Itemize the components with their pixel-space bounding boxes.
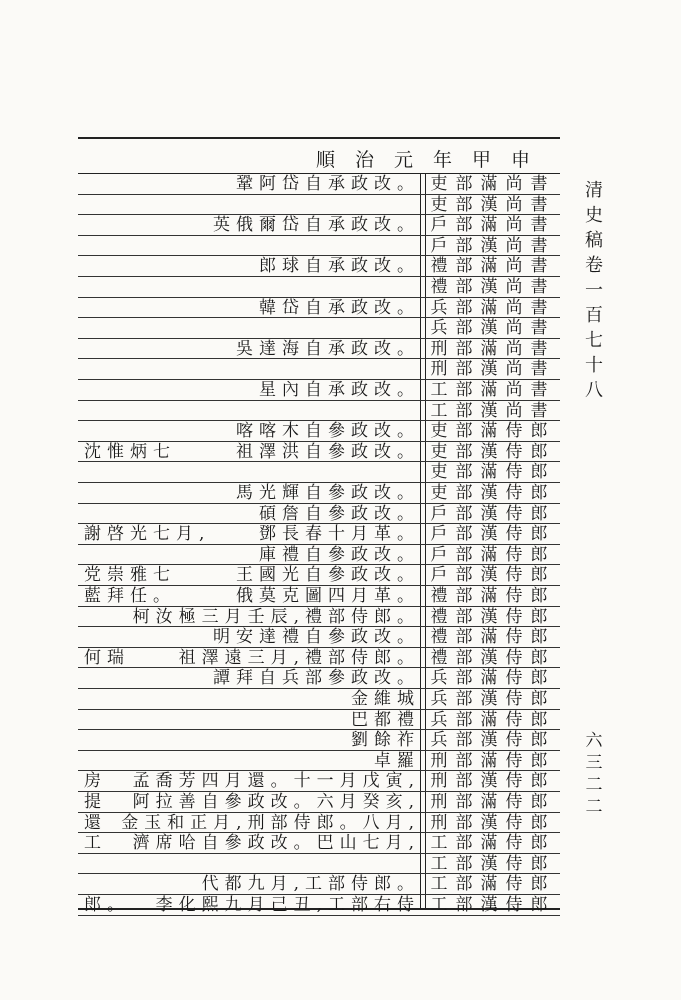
office-cell: 禮部滿侍郎 <box>430 586 556 606</box>
extra-cell: 謝啓光七月, <box>84 524 211 545</box>
table-row <box>78 524 560 545</box>
entry-cell: 鞏阿岱自承政改。 <box>236 174 420 194</box>
running-head-char: 清 <box>585 180 603 201</box>
office-cell: 戶部漢尚書 <box>430 235 556 256</box>
entry-cell: 王國光自參政改。 <box>236 565 420 586</box>
table-row <box>78 359 560 380</box>
office-cell: 兵部漢侍郎 <box>430 689 556 709</box>
table-row <box>78 813 560 834</box>
entry-cell: 俄莫克圖四月革。 <box>236 586 420 606</box>
table-row <box>78 710 560 731</box>
table-row <box>78 401 560 422</box>
office-cell: 戶部漢侍郎 <box>430 565 556 586</box>
entry-cell: 巴都禮 <box>351 709 420 730</box>
entry-cell: 李化熙九月己丑,工部右侍 <box>155 895 420 915</box>
table-row <box>78 751 560 772</box>
office-cell: 禮部滿尚書 <box>430 256 556 277</box>
office-cell: 吏部滿尚書 <box>430 174 556 194</box>
office-cell: 兵部漢侍郎 <box>430 730 556 751</box>
ministers-table <box>78 137 560 915</box>
running-head <box>582 178 606 403</box>
office-cell: 兵部滿侍郎 <box>430 709 556 730</box>
running-head-char: 十 <box>585 355 603 376</box>
page-number <box>582 730 606 818</box>
entry-cell: 馬光輝自參政改。 <box>236 483 420 503</box>
office-cell: 兵部漢尚書 <box>430 318 556 339</box>
table-row <box>78 277 560 298</box>
entry-cell: 郎球自承政改。 <box>259 256 420 277</box>
extra-cell: 藍拜任。 <box>84 586 176 606</box>
entry-cell: 孟喬芳四月還。十一月戊寅, <box>132 771 420 792</box>
office-cell: 禮部漢尚書 <box>430 277 556 297</box>
table-row <box>78 607 560 628</box>
table-row <box>78 668 560 689</box>
table-row <box>78 483 560 504</box>
table-row <box>78 730 560 751</box>
table-header: 順治元年甲申 <box>315 149 550 171</box>
table-header-row <box>78 139 560 174</box>
table-row <box>78 421 560 442</box>
office-cell: 吏部滿侍郎 <box>430 421 556 442</box>
table-row <box>78 174 560 195</box>
office-cell: 兵部滿侍郎 <box>430 668 556 689</box>
table-row <box>78 236 560 257</box>
table-row <box>78 895 560 916</box>
entry-cell: 碩詹自參政改。 <box>259 503 420 524</box>
table-row <box>78 339 560 360</box>
table-row <box>78 195 560 216</box>
office-cell: 工部漢尚書 <box>430 400 556 421</box>
entry-cell: 鄧長春十月革。 <box>259 524 420 545</box>
table-row <box>78 689 560 710</box>
office-cell: 兵部滿尚書 <box>430 297 556 318</box>
table-row <box>78 442 560 463</box>
table-row <box>78 565 560 586</box>
table-row <box>78 318 560 339</box>
table-row <box>78 627 560 648</box>
extra-cell: 房 <box>84 771 107 792</box>
office-cell: 工部漢侍郎 <box>430 895 556 915</box>
office-cell: 刑部滿侍郎 <box>430 792 556 812</box>
entry-cell: 劉餘祚 <box>351 730 420 751</box>
table-row <box>78 215 560 236</box>
table-row <box>78 586 560 607</box>
extra-cell: 還 <box>84 812 107 833</box>
table-row <box>78 648 560 669</box>
office-cell: 禮部漢侍郎 <box>430 606 556 627</box>
office-cell: 刑部漢尚書 <box>430 359 556 380</box>
office-cell: 戶部滿侍郎 <box>430 544 556 565</box>
entry-cell: 濟席哈自參政改。巴山七月, <box>132 833 420 854</box>
table-row <box>78 874 560 895</box>
page-number-char: 三 <box>585 753 603 773</box>
extra-cell: 工 <box>84 833 107 854</box>
table-row <box>78 833 560 854</box>
table-row <box>78 462 560 483</box>
office-cell: 工部漢侍郎 <box>430 853 556 874</box>
office-cell: 工部滿尚書 <box>430 380 556 400</box>
page-number-char: 二 <box>585 797 603 817</box>
extra-cell: 郎。 <box>84 895 130 915</box>
entry-cell: 明安達禮自參政改。 <box>213 627 420 648</box>
office-cell: 刑部滿侍郎 <box>430 750 556 771</box>
table-row <box>78 504 560 525</box>
entry-cell: 金玉和正月,刑部侍郎。八月, <box>121 812 420 833</box>
office-cell: 工部滿侍郎 <box>430 874 556 895</box>
table-row <box>78 256 560 277</box>
table-row <box>78 298 560 319</box>
office-cell: 工部滿侍郎 <box>430 833 556 854</box>
running-head-char: 卷 <box>585 255 603 276</box>
entry-cell: 祖澤遠三月,禮部侍郎。 <box>178 647 420 668</box>
extra-cell: 沈惟炳七 <box>84 441 176 462</box>
table-row <box>78 771 560 792</box>
office-cell: 吏部滿侍郎 <box>430 462 556 483</box>
office-cell: 吏部漢侍郎 <box>430 441 556 462</box>
entry-cell: 喀喀木自參政改。 <box>236 421 420 442</box>
table-row <box>78 854 560 875</box>
entry-cell: 柯汝極三月壬辰,禮部侍郎。 <box>132 606 420 627</box>
table-row <box>78 380 560 401</box>
office-cell: 禮部漢侍郎 <box>430 647 556 668</box>
office-cell: 吏部漢尚書 <box>430 194 556 215</box>
table-row <box>78 545 560 566</box>
entry-cell: 吳達海自承政改。 <box>236 338 420 359</box>
entry-cell: 譚拜自兵部參政改。 <box>213 668 420 689</box>
running-head-char: 史 <box>585 205 603 226</box>
office-cell: 刑部滿尚書 <box>430 338 556 359</box>
entry-cell: 代都九月,工部侍郎。 <box>201 874 420 895</box>
entry-cell: 英俄爾岱自承政改。 <box>213 215 420 236</box>
entry-cell: 阿拉善自參政改。六月癸亥, <box>132 792 420 812</box>
table-row <box>78 792 560 813</box>
office-cell: 刑部漢侍郎 <box>430 812 556 833</box>
entry-cell: 星內自承政改。 <box>259 380 420 400</box>
extra-cell: 党崇雅七 <box>84 565 176 586</box>
office-cell: 戶部滿尚書 <box>430 215 556 236</box>
office-cell: 刑部漢侍郎 <box>430 771 556 792</box>
extra-cell: 何瑞 <box>84 647 130 668</box>
entry-cell: 祖澤洪自參政改。 <box>236 441 420 462</box>
office-cell: 吏部漢侍郎 <box>430 483 556 503</box>
running-head-char: 稿 <box>585 230 603 251</box>
office-cell: 戶部漢侍郎 <box>430 503 556 524</box>
office-cell: 戶部漢侍郎 <box>430 524 556 545</box>
page-number-char: 二 <box>585 775 603 795</box>
entry-cell: 金維城 <box>351 689 420 709</box>
office-cell: 禮部滿侍郎 <box>430 627 556 648</box>
running-head-char: 一 <box>585 280 603 301</box>
extra-cell: 提 <box>84 792 107 812</box>
entry-cell: 庫禮自參政改。 <box>259 544 420 565</box>
page-number-char: 六 <box>585 731 603 751</box>
entry-cell: 卓羅 <box>374 750 420 771</box>
running-head-char: 百 <box>585 305 603 326</box>
running-head-char: 七 <box>585 330 603 351</box>
entry-cell: 韓岱自承政改。 <box>259 297 420 318</box>
running-head-char: 八 <box>585 380 603 401</box>
